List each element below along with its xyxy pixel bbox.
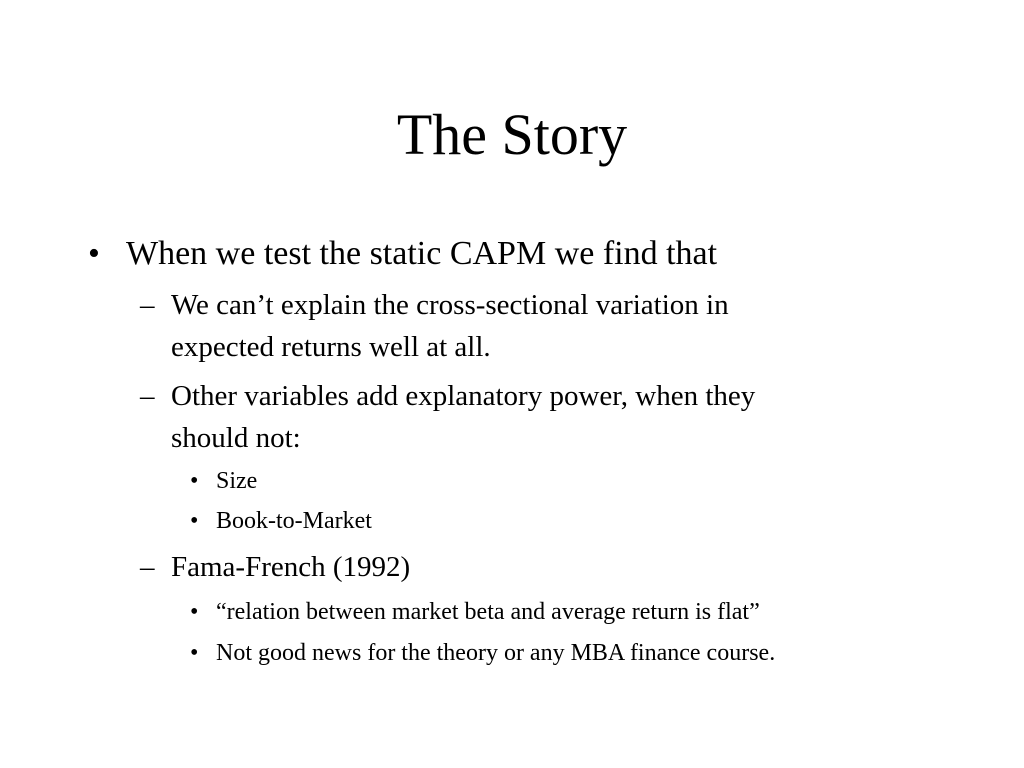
bullet-marker: • [190, 640, 199, 666]
dash-marker: – [140, 380, 155, 412]
bullet-text: Book-to-Market [216, 508, 372, 534]
bullet-text: “relation between market beta and average return is flat” [216, 599, 760, 625]
bullet-marker: • [88, 235, 100, 272]
bullet-text: We can’t explain the cross-sectional variation in [171, 289, 729, 321]
bullet-marker: • [190, 468, 199, 494]
bullet-text-continued: should not: [171, 422, 301, 454]
bullet-text: Size [216, 468, 258, 494]
bullet-text: Other variables add explanatory power, when they [171, 380, 756, 412]
bullet-marker: • [190, 599, 199, 625]
dash-marker: – [140, 551, 155, 583]
dash-marker: – [140, 289, 155, 321]
bullet-text: Fama-French (1992) [171, 551, 411, 583]
bullet-text: Not good news for the theory or any MBA finance course. [216, 640, 776, 666]
bullet-text-continued: expected returns well at all. [171, 331, 491, 363]
bullet-marker: • [190, 508, 199, 534]
slide-title: The Story [396, 102, 628, 167]
bullet-text: When we test the static CAPM we find that [126, 235, 718, 272]
